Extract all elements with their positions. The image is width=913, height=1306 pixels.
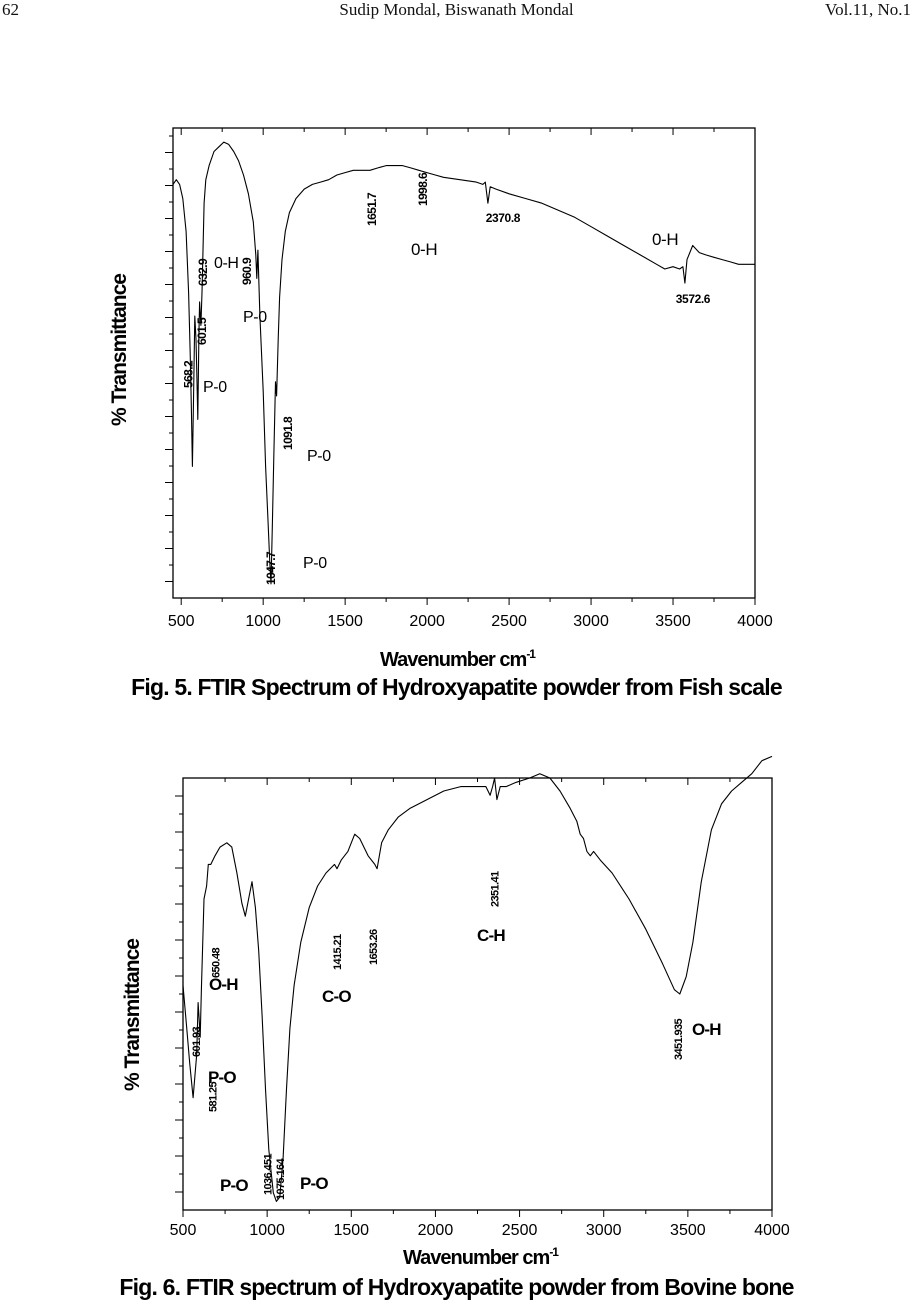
bond-assignment-label: P-O — [208, 1068, 236, 1087]
peak-wavenumber-label: 1091.8 — [281, 416, 296, 450]
bond-assignment-label: P-0 — [243, 309, 267, 326]
x-tick-label: 1000 — [249, 1222, 285, 1239]
bond-assignment-label: P-0 — [303, 555, 327, 572]
bond-assignment-label: P-O — [300, 1174, 328, 1193]
x-tick-label: 4000 — [754, 1222, 790, 1239]
running-header-authors: Sudip Mondal, Biswanath Mondal — [339, 0, 574, 19]
bond-assignment-label: P-O — [220, 1176, 248, 1195]
x-tick-label: 3500 — [670, 1222, 706, 1239]
figure-6-caption: Fig. 6. FTIR spectrum of Hydroxyapatite powder from Bovine bone — [119, 1274, 794, 1300]
x-axis-label-superscript: -1 — [526, 647, 535, 661]
x-tick-label: 3500 — [655, 613, 691, 630]
peak-wavenumber-label: 1075.164 — [274, 1158, 287, 1200]
peak-wavenumber-label: 3572.6 — [675, 292, 711, 306]
x-tick-label: 1500 — [327, 613, 363, 630]
x-axis-label-superscript: -1 — [549, 1245, 558, 1259]
x-tick-label: 2000 — [417, 1222, 454, 1239]
plot-frame — [183, 778, 772, 1210]
bond-assignment-label: C-O — [322, 987, 351, 1006]
x-tick-label: 500 — [169, 1222, 197, 1239]
x-tick-label: 3000 — [585, 1222, 622, 1239]
peak-wavenumber-label: 601.5 — [194, 317, 209, 345]
x-tick-label: 1000 — [245, 613, 281, 630]
bond-assignment-label: O-H — [692, 1020, 721, 1039]
bond-assignment-label: O-H — [209, 975, 238, 994]
x-tick-label: 3000 — [573, 613, 609, 630]
x-tick-label: 500 — [167, 613, 195, 630]
x-tick-label: 2000 — [409, 613, 445, 630]
peak-wavenumber-label: 601.93 — [191, 1026, 204, 1057]
x-tick-label: 4000 — [737, 613, 773, 630]
peak-wavenumber-label: 2370.8 — [485, 211, 521, 225]
bond-assignment-label: 0-H — [214, 255, 239, 272]
peak-wavenumber-label: 960.9 — [239, 257, 254, 285]
ftir-spectrum-line — [183, 756, 772, 1201]
peak-wavenumber-label: 3451.935 — [672, 1018, 685, 1060]
peak-wavenumber-label: 1036.451 — [262, 1153, 275, 1195]
x-axis-label-text: Wavenumber cm — [403, 1247, 550, 1269]
peak-wavenumber-label: 632.9 — [195, 258, 210, 286]
page-number: 62 — [2, 0, 19, 19]
bond-assignment-label: P-0 — [307, 448, 331, 465]
peak-wavenumber-label: 1047.7 — [263, 551, 278, 585]
figure-5-caption: Fig. 5. FTIR Spectrum of Hydroxyapatite powder from Fish scale — [131, 674, 782, 700]
peak-wavenumber-label: 1998.6 — [415, 172, 430, 206]
peak-wavenumber-label: 650.48 — [210, 947, 223, 978]
x-tick-label: 1500 — [333, 1222, 370, 1239]
peak-wavenumber-label: 2351.41 — [489, 871, 502, 907]
peak-wavenumber-label: 1651.7 — [365, 192, 380, 226]
y-axis-label: % Transmittance — [121, 939, 144, 1091]
bond-assignment-label: 0-H — [652, 230, 679, 249]
peak-wavenumber-label: 581.25 — [207, 1081, 220, 1112]
bond-assignment-label: C-H — [477, 926, 505, 945]
x-axis-label-text: Wavenumber cm — [380, 649, 527, 671]
y-axis-label: % Transmittance — [108, 274, 131, 426]
running-header-volume: Vol.11, No.1 — [825, 0, 911, 19]
bond-assignment-label: 0-H — [411, 240, 438, 259]
bond-assignment-label: P-0 — [203, 379, 227, 396]
x-axis-label — [403, 1245, 559, 1269]
peak-wavenumber-label: 568.2 — [181, 360, 196, 388]
peak-wavenumber-label: 1415.21 — [332, 934, 345, 970]
peak-wavenumber-label: 1653.26 — [368, 929, 381, 965]
x-tick-label: 2500 — [501, 1222, 538, 1239]
x-tick-label: 2500 — [491, 613, 527, 630]
